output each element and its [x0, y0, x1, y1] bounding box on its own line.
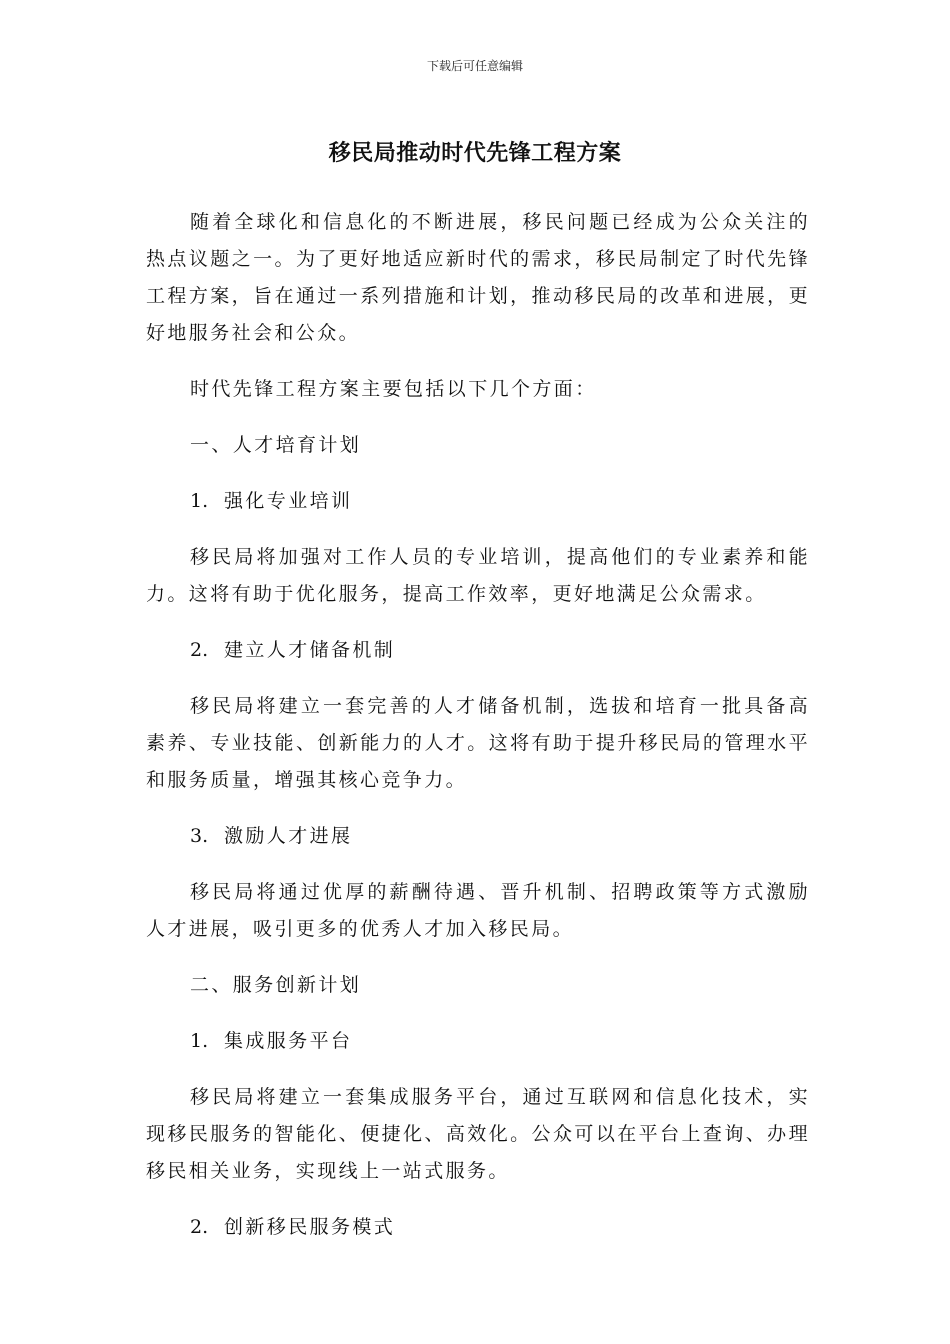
item-paragraph: 移民局将建立一套集成服务平台，通过互联网和信息化技术，实现移民服务的智能化、便捷化、高效化。公众可以在平台上查询、办理移民相关业务，实现线上一站式服务。: [146, 1086, 810, 1182]
item-heading: [146, 818, 810, 855]
item-paragraph: 移民局将通过优厚的薪酬待遇、晋升机制、招聘政策等方式激励人才进展，吸引更多的优秀人才加入移民局。: [146, 881, 810, 940]
header-note: 下载后可任意编辑: [426, 59, 523, 73]
item-title: 激励人才进展: [224, 825, 353, 847]
item-title: 强化专业培训: [224, 490, 353, 512]
item-title: 集成服务平台: [224, 1030, 353, 1052]
item-title: 建立人才储备机制: [224, 639, 396, 661]
item-heading: [146, 1023, 810, 1060]
item-heading: [146, 1209, 810, 1246]
item-number: 2.: [190, 1216, 209, 1238]
section-heading-talent: 一、人才培育计划: [190, 434, 362, 456]
item-number: 2.: [190, 639, 209, 661]
intro-paragraph: 随着全球化和信息化的不断进展，移民问题已经成为公众关注的热点议题之一。为了更好地适应新时代的需求，移民局制定了时代先锋工程方案，旨在通过一系列措施和计划，推动移民局的改革和进展，更好地服务社会和公众。: [146, 211, 810, 344]
item-heading: [146, 632, 810, 669]
item-heading: [146, 483, 810, 520]
item-number: 1.: [190, 1030, 209, 1052]
document-body: [146, 204, 810, 1265]
item-title: 创新移民服务模式: [224, 1216, 396, 1238]
item-number: 3.: [190, 825, 209, 847]
item-paragraph: 移民局将建立一套完善的人才储备机制，选拔和培育一批具备高素养、专业技能、创新能力的人才。这将有助于提升移民局的管理水平和服务质量，增强其核心竞争力。: [146, 695, 810, 791]
overview-paragraph: 时代先锋工程方案主要包括以下几个方面：: [190, 378, 597, 400]
section-heading-service: 二、服务创新计划: [190, 974, 362, 996]
item-number: 1.: [190, 490, 209, 512]
item-paragraph: 移民局将加强对工作人员的专业培训，提高他们的专业素养和能力。这将有助于优化服务，提高工作效率，更好地满足公众需求。: [146, 546, 810, 605]
document-title: 移民局推动时代先锋工程方案: [328, 141, 622, 166]
